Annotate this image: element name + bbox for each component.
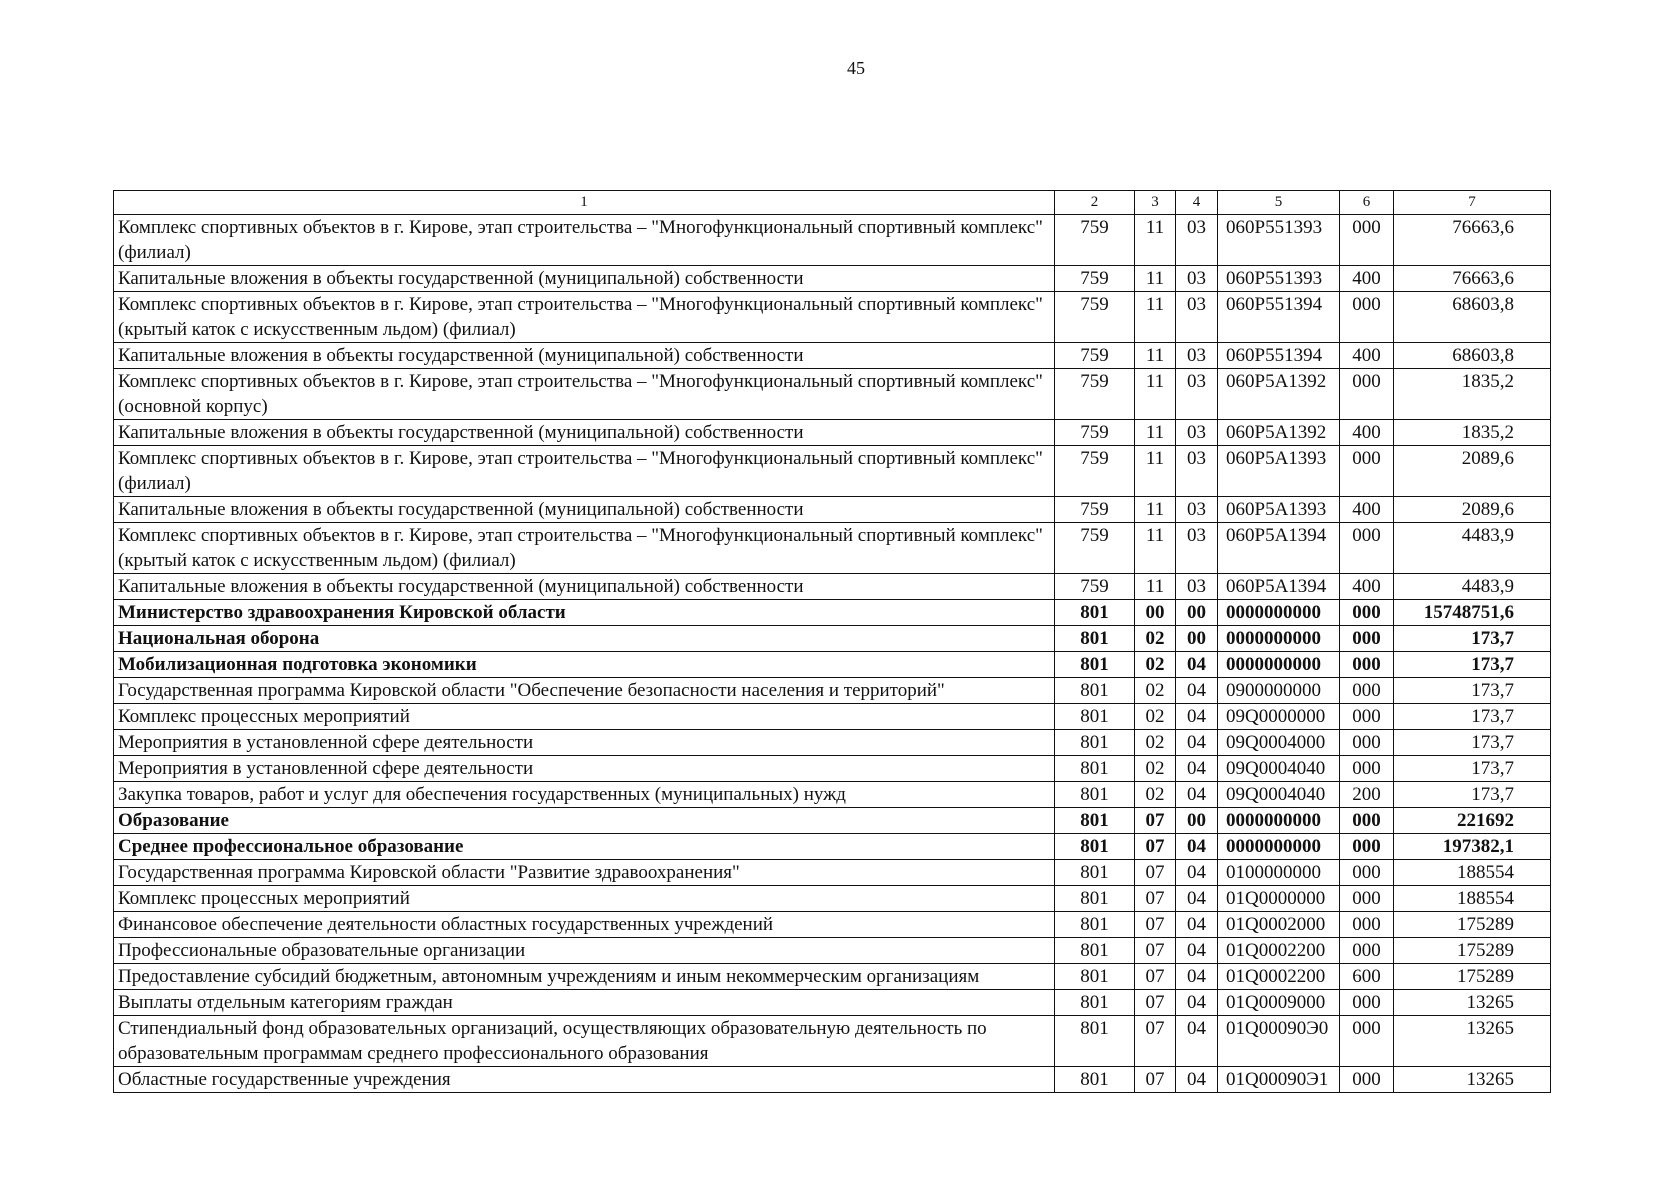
cell-target-article: 0000000000 bbox=[1218, 600, 1340, 626]
cell-section: 11 bbox=[1135, 343, 1176, 369]
table-row bbox=[114, 678, 1551, 704]
cell-section: 02 bbox=[1135, 626, 1176, 652]
cell-target-article: 09Q0000000 bbox=[1218, 704, 1340, 730]
cell-admin-code: 801 bbox=[1055, 782, 1135, 808]
cell-amount: 175289 bbox=[1394, 912, 1551, 938]
cell-admin-code: 801 bbox=[1055, 912, 1135, 938]
cell-amount: 173,7 bbox=[1394, 678, 1551, 704]
cell-admin-code: 801 bbox=[1055, 964, 1135, 990]
cell-admin-code: 759 bbox=[1055, 215, 1135, 266]
row-name: Выплаты отдельным категориям граждан bbox=[114, 990, 1055, 1016]
cell-amount: 4483,9 bbox=[1394, 574, 1551, 600]
table-row bbox=[114, 523, 1551, 574]
cell-amount: 13265 bbox=[1394, 990, 1551, 1016]
cell-admin-code: 801 bbox=[1055, 730, 1135, 756]
cell-subsection: 04 bbox=[1176, 964, 1218, 990]
cell-admin-code: 801 bbox=[1055, 652, 1135, 678]
cell-amount: 2089,6 bbox=[1394, 497, 1551, 523]
cell-target-article: 0100000000 bbox=[1218, 860, 1340, 886]
cell-target-article: 060P551393 bbox=[1218, 215, 1340, 266]
cell-target-article: 0000000000 bbox=[1218, 808, 1340, 834]
cell-subsection: 03 bbox=[1176, 343, 1218, 369]
cell-expense-type: 400 bbox=[1340, 574, 1394, 600]
cell-subsection: 03 bbox=[1176, 523, 1218, 574]
cell-section: 11 bbox=[1135, 420, 1176, 446]
table-row bbox=[114, 446, 1551, 497]
cell-section: 07 bbox=[1135, 1016, 1176, 1067]
cell-subsection: 04 bbox=[1176, 860, 1218, 886]
cell-admin-code: 801 bbox=[1055, 626, 1135, 652]
cell-target-article: 060P551393 bbox=[1218, 266, 1340, 292]
row-name: Комплекс спортивных объектов в г. Кирове, этап строительства – "Многофункциональный спортивный комплекс" (основной корпус) bbox=[114, 369, 1055, 420]
cell-expense-type: 000 bbox=[1340, 938, 1394, 964]
table-row bbox=[114, 860, 1551, 886]
cell-target-article: 01Q00090Э0 bbox=[1218, 1016, 1340, 1067]
cell-amount: 15748751,6 bbox=[1394, 600, 1551, 626]
cell-expense-type: 600 bbox=[1340, 964, 1394, 990]
table-row bbox=[114, 782, 1551, 808]
cell-target-article: 0000000000 bbox=[1218, 652, 1340, 678]
cell-section: 02 bbox=[1135, 704, 1176, 730]
cell-amount: 68603,8 bbox=[1394, 292, 1551, 343]
cell-expense-type: 000 bbox=[1340, 990, 1394, 1016]
cell-target-article: 09Q0004040 bbox=[1218, 782, 1340, 808]
cell-admin-code: 801 bbox=[1055, 990, 1135, 1016]
budget-table bbox=[113, 190, 1551, 1093]
cell-subsection: 00 bbox=[1176, 808, 1218, 834]
cell-section: 11 bbox=[1135, 574, 1176, 600]
cell-target-article: 060P5A1393 bbox=[1218, 446, 1340, 497]
cell-target-article: 01Q0002200 bbox=[1218, 964, 1340, 990]
row-name: Комплекс процессных мероприятий bbox=[114, 886, 1055, 912]
cell-subsection: 00 bbox=[1176, 626, 1218, 652]
cell-expense-type: 000 bbox=[1340, 678, 1394, 704]
cell-admin-code: 759 bbox=[1055, 446, 1135, 497]
table-row bbox=[114, 1016, 1551, 1067]
cell-admin-code: 801 bbox=[1055, 808, 1135, 834]
row-name: Стипендиальный фонд образовательных организаций, осуществляющих образовательную деятельность по образовательным программам среднего профессионального образования bbox=[114, 1016, 1055, 1067]
cell-subsection: 04 bbox=[1176, 1016, 1218, 1067]
cell-amount: 173,7 bbox=[1394, 730, 1551, 756]
cell-target-article: 060P5A1392 bbox=[1218, 369, 1340, 420]
row-name: Среднее профессиональное образование bbox=[114, 834, 1055, 860]
cell-amount: 173,7 bbox=[1394, 626, 1551, 652]
table-row bbox=[114, 600, 1551, 626]
row-name: Мероприятия в установленной сфере деятельности bbox=[114, 756, 1055, 782]
table-row bbox=[114, 497, 1551, 523]
cell-target-article: 01Q0009000 bbox=[1218, 990, 1340, 1016]
cell-target-article: 0900000000 bbox=[1218, 678, 1340, 704]
cell-section: 11 bbox=[1135, 523, 1176, 574]
row-name: Комплекс спортивных объектов в г. Кирове, этап строительства – "Многофункциональный спортивный комплекс" (филиал) bbox=[114, 446, 1055, 497]
cell-expense-type: 000 bbox=[1340, 1067, 1394, 1093]
cell-target-article: 01Q0002200 bbox=[1218, 938, 1340, 964]
cell-expense-type: 000 bbox=[1340, 523, 1394, 574]
cell-admin-code: 759 bbox=[1055, 369, 1135, 420]
cell-section: 02 bbox=[1135, 678, 1176, 704]
cell-expense-type: 000 bbox=[1340, 912, 1394, 938]
cell-section: 11 bbox=[1135, 446, 1176, 497]
row-name: Мероприятия в установленной сфере деятельности bbox=[114, 730, 1055, 756]
row-name: Министерство здравоохранения Кировской области bbox=[114, 600, 1055, 626]
cell-amount: 1835,2 bbox=[1394, 420, 1551, 446]
table-row bbox=[114, 808, 1551, 834]
cell-target-article: 060P5A1392 bbox=[1218, 420, 1340, 446]
cell-subsection: 03 bbox=[1176, 266, 1218, 292]
row-name: Капитальные вложения в объекты государственной (муниципальной) собственности bbox=[114, 574, 1055, 600]
cell-amount: 221692 bbox=[1394, 808, 1551, 834]
cell-section: 02 bbox=[1135, 782, 1176, 808]
cell-section: 07 bbox=[1135, 990, 1176, 1016]
cell-expense-type: 000 bbox=[1340, 215, 1394, 266]
table-row bbox=[114, 704, 1551, 730]
cell-target-article: 09Q0004000 bbox=[1218, 730, 1340, 756]
cell-target-article: 09Q0004040 bbox=[1218, 756, 1340, 782]
cell-expense-type: 000 bbox=[1340, 600, 1394, 626]
cell-amount: 175289 bbox=[1394, 964, 1551, 990]
cell-section: 02 bbox=[1135, 730, 1176, 756]
cell-section: 11 bbox=[1135, 497, 1176, 523]
cell-section: 02 bbox=[1135, 652, 1176, 678]
column-header-6: 6 bbox=[1340, 191, 1394, 215]
table-header-row bbox=[114, 191, 1551, 215]
cell-subsection: 04 bbox=[1176, 912, 1218, 938]
cell-admin-code: 801 bbox=[1055, 886, 1135, 912]
cell-admin-code: 759 bbox=[1055, 574, 1135, 600]
cell-expense-type: 000 bbox=[1340, 704, 1394, 730]
cell-subsection: 04 bbox=[1176, 678, 1218, 704]
cell-admin-code: 759 bbox=[1055, 343, 1135, 369]
cell-amount: 76663,6 bbox=[1394, 215, 1551, 266]
cell-admin-code: 801 bbox=[1055, 600, 1135, 626]
column-header-7: 7 bbox=[1394, 191, 1551, 215]
cell-section: 11 bbox=[1135, 266, 1176, 292]
table-row bbox=[114, 938, 1551, 964]
row-name: Мобилизационная подготовка экономики bbox=[114, 652, 1055, 678]
cell-expense-type: 000 bbox=[1340, 860, 1394, 886]
cell-target-article: 0000000000 bbox=[1218, 626, 1340, 652]
table-row bbox=[114, 912, 1551, 938]
cell-admin-code: 759 bbox=[1055, 266, 1135, 292]
cell-subsection: 03 bbox=[1176, 215, 1218, 266]
cell-expense-type: 000 bbox=[1340, 369, 1394, 420]
column-header-3: 3 bbox=[1135, 191, 1176, 215]
row-name: Комплекс спортивных объектов в г. Кирове, этап строительства – "Многофункциональный спортивный комплекс" (крытый каток с искусственным льдом) (филиал) bbox=[114, 523, 1055, 574]
cell-section: 11 bbox=[1135, 292, 1176, 343]
cell-amount: 175289 bbox=[1394, 938, 1551, 964]
cell-section: 07 bbox=[1135, 1067, 1176, 1093]
cell-subsection: 04 bbox=[1176, 756, 1218, 782]
cell-target-article: 060P5A1394 bbox=[1218, 523, 1340, 574]
cell-subsection: 04 bbox=[1176, 990, 1218, 1016]
cell-subsection: 04 bbox=[1176, 782, 1218, 808]
cell-admin-code: 801 bbox=[1055, 938, 1135, 964]
table-row bbox=[114, 266, 1551, 292]
cell-expense-type: 400 bbox=[1340, 343, 1394, 369]
cell-subsection: 03 bbox=[1176, 420, 1218, 446]
cell-amount: 1835,2 bbox=[1394, 369, 1551, 420]
cell-expense-type: 400 bbox=[1340, 497, 1394, 523]
cell-target-article: 01Q0000000 bbox=[1218, 886, 1340, 912]
cell-section: 11 bbox=[1135, 215, 1176, 266]
row-name: Капитальные вложения в объекты государственной (муниципальной) собственности bbox=[114, 497, 1055, 523]
cell-expense-type: 000 bbox=[1340, 834, 1394, 860]
table-row bbox=[114, 343, 1551, 369]
cell-expense-type: 000 bbox=[1340, 626, 1394, 652]
cell-section: 07 bbox=[1135, 808, 1176, 834]
column-header-1: 1 bbox=[114, 191, 1055, 215]
table-row bbox=[114, 574, 1551, 600]
table-row bbox=[114, 215, 1551, 266]
cell-target-article: 01Q00090Э1 bbox=[1218, 1067, 1340, 1093]
cell-amount: 68603,8 bbox=[1394, 343, 1551, 369]
cell-section: 11 bbox=[1135, 369, 1176, 420]
cell-admin-code: 759 bbox=[1055, 292, 1135, 343]
cell-target-article: 060P5A1394 bbox=[1218, 574, 1340, 600]
cell-subsection: 04 bbox=[1176, 834, 1218, 860]
cell-expense-type: 000 bbox=[1340, 292, 1394, 343]
cell-admin-code: 801 bbox=[1055, 756, 1135, 782]
row-name: Капитальные вложения в объекты государственной (муниципальной) собственности bbox=[114, 266, 1055, 292]
table-row bbox=[114, 292, 1551, 343]
row-name: Государственная программа Кировской области "Развитие здравоохранения" bbox=[114, 860, 1055, 886]
cell-expense-type: 000 bbox=[1340, 756, 1394, 782]
cell-subsection: 03 bbox=[1176, 292, 1218, 343]
cell-admin-code: 801 bbox=[1055, 1016, 1135, 1067]
column-header-4: 4 bbox=[1176, 191, 1218, 215]
cell-admin-code: 801 bbox=[1055, 704, 1135, 730]
row-name: Комплекс спортивных объектов в г. Кирове, этап строительства – "Многофункциональный спортивный комплекс" (крытый каток с искусственным льдом) (филиал) bbox=[114, 292, 1055, 343]
cell-subsection: 03 bbox=[1176, 446, 1218, 497]
cell-subsection: 03 bbox=[1176, 497, 1218, 523]
row-name: Национальная оборона bbox=[114, 626, 1055, 652]
cell-subsection: 04 bbox=[1176, 938, 1218, 964]
cell-amount: 13265 bbox=[1394, 1067, 1551, 1093]
cell-expense-type: 400 bbox=[1340, 420, 1394, 446]
cell-target-article: 01Q0002000 bbox=[1218, 912, 1340, 938]
row-name: Закупка товаров, работ и услуг для обеспечения государственных (муниципальных) нужд bbox=[114, 782, 1055, 808]
cell-amount: 173,7 bbox=[1394, 782, 1551, 808]
cell-expense-type: 000 bbox=[1340, 652, 1394, 678]
table-row bbox=[114, 990, 1551, 1016]
cell-admin-code: 801 bbox=[1055, 1067, 1135, 1093]
cell-expense-type: 400 bbox=[1340, 266, 1394, 292]
cell-subsection: 03 bbox=[1176, 369, 1218, 420]
cell-amount: 197382,1 bbox=[1394, 834, 1551, 860]
cell-amount: 76663,6 bbox=[1394, 266, 1551, 292]
cell-section: 07 bbox=[1135, 860, 1176, 886]
row-name: Профессиональные образовательные организации bbox=[114, 938, 1055, 964]
cell-target-article: 060P5A1393 bbox=[1218, 497, 1340, 523]
row-name: Финансовое обеспечение деятельности областных государственных учреждений bbox=[114, 912, 1055, 938]
cell-amount: 173,7 bbox=[1394, 704, 1551, 730]
cell-admin-code: 801 bbox=[1055, 834, 1135, 860]
row-name: Капитальные вложения в объекты государственной (муниципальной) собственности bbox=[114, 420, 1055, 446]
cell-amount: 173,7 bbox=[1394, 652, 1551, 678]
table-row bbox=[114, 369, 1551, 420]
row-name: Образование bbox=[114, 808, 1055, 834]
table-row bbox=[114, 626, 1551, 652]
cell-section: 00 bbox=[1135, 600, 1176, 626]
cell-amount: 13265 bbox=[1394, 1016, 1551, 1067]
cell-amount: 173,7 bbox=[1394, 756, 1551, 782]
table-row bbox=[114, 756, 1551, 782]
row-name: Комплекс процессных мероприятий bbox=[114, 704, 1055, 730]
cell-subsection: 04 bbox=[1176, 652, 1218, 678]
table-row bbox=[114, 834, 1551, 860]
cell-expense-type: 000 bbox=[1340, 1016, 1394, 1067]
cell-admin-code: 801 bbox=[1055, 678, 1135, 704]
cell-section: 07 bbox=[1135, 834, 1176, 860]
cell-subsection: 00 bbox=[1176, 600, 1218, 626]
cell-subsection: 04 bbox=[1176, 886, 1218, 912]
cell-amount: 2089,6 bbox=[1394, 446, 1551, 497]
cell-admin-code: 759 bbox=[1055, 497, 1135, 523]
cell-section: 07 bbox=[1135, 912, 1176, 938]
row-name: Комплекс спортивных объектов в г. Кирове, этап строительства – "Многофункциональный спортивный комплекс" (филиал) bbox=[114, 215, 1055, 266]
cell-subsection: 04 bbox=[1176, 704, 1218, 730]
cell-expense-type: 200 bbox=[1340, 782, 1394, 808]
cell-amount: 188554 bbox=[1394, 886, 1551, 912]
cell-target-article: 060P551394 bbox=[1218, 343, 1340, 369]
cell-expense-type: 000 bbox=[1340, 730, 1394, 756]
cell-expense-type: 000 bbox=[1340, 446, 1394, 497]
cell-amount: 4483,9 bbox=[1394, 523, 1551, 574]
table-row bbox=[114, 1067, 1551, 1093]
cell-target-article: 0000000000 bbox=[1218, 834, 1340, 860]
row-name: Областные государственные учреждения bbox=[114, 1067, 1055, 1093]
cell-subsection: 04 bbox=[1176, 730, 1218, 756]
table-row bbox=[114, 964, 1551, 990]
row-name: Капитальные вложения в объекты государственной (муниципальной) собственности bbox=[114, 343, 1055, 369]
column-header-2: 2 bbox=[1055, 191, 1135, 215]
cell-target-article: 060P551394 bbox=[1218, 292, 1340, 343]
cell-expense-type: 000 bbox=[1340, 886, 1394, 912]
table-row bbox=[114, 730, 1551, 756]
cell-amount: 188554 bbox=[1394, 860, 1551, 886]
table-row bbox=[114, 420, 1551, 446]
cell-admin-code: 759 bbox=[1055, 523, 1135, 574]
cell-expense-type: 000 bbox=[1340, 808, 1394, 834]
cell-section: 07 bbox=[1135, 886, 1176, 912]
page-number: 45 bbox=[847, 58, 865, 78]
row-name: Предоставление субсидий бюджетным, автономным учреждениям и иным некоммерческим организациям bbox=[114, 964, 1055, 990]
table-row bbox=[114, 886, 1551, 912]
cell-section: 02 bbox=[1135, 756, 1176, 782]
column-header-5: 5 bbox=[1218, 191, 1340, 215]
cell-section: 07 bbox=[1135, 964, 1176, 990]
cell-admin-code: 759 bbox=[1055, 420, 1135, 446]
cell-subsection: 04 bbox=[1176, 1067, 1218, 1093]
table-row bbox=[114, 652, 1551, 678]
cell-admin-code: 801 bbox=[1055, 860, 1135, 886]
row-name: Государственная программа Кировской области "Обеспечение безопасности населения и территорий" bbox=[114, 678, 1055, 704]
cell-subsection: 03 bbox=[1176, 574, 1218, 600]
cell-section: 07 bbox=[1135, 938, 1176, 964]
